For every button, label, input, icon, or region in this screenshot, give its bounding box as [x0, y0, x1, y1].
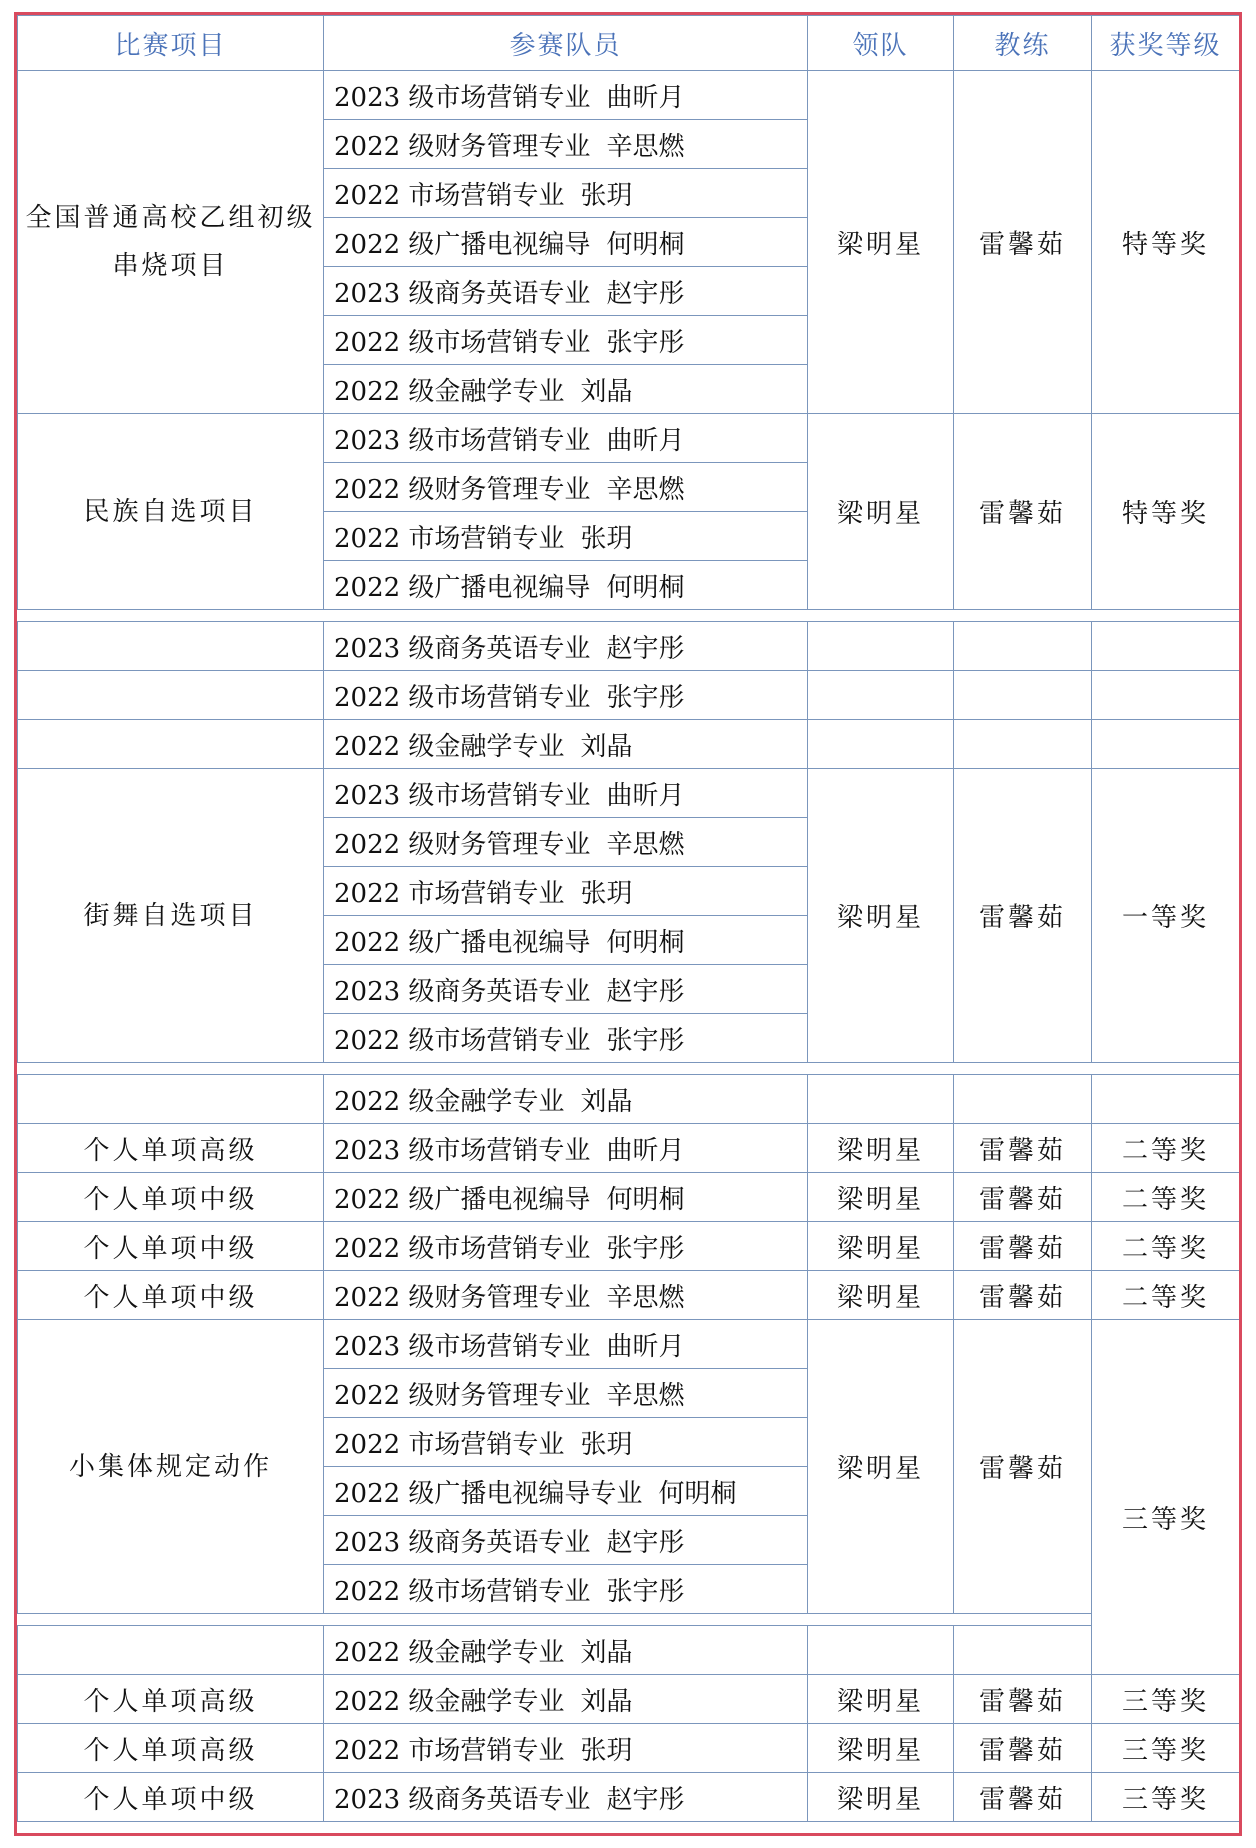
member-cell	[324, 120, 808, 169]
member-major: 2022 市场营销专业	[334, 878, 565, 909]
page-break-gap	[18, 610, 1240, 622]
member-name: 曲昕月	[606, 1331, 685, 1362]
gap-cell	[1092, 1063, 1240, 1075]
member-major: 2023 级市场营销专业	[334, 1331, 591, 1362]
member-cell	[324, 316, 808, 365]
individual-row	[18, 1271, 1240, 1320]
empty-cell	[954, 1626, 1092, 1675]
member-name: 辛思燃	[606, 474, 685, 505]
member-name: 刘晶	[580, 376, 633, 407]
gap-cell	[324, 1063, 808, 1075]
event-cell-continued	[18, 1626, 324, 1675]
member-name: 赵宇彤	[606, 278, 685, 309]
header-event: 比赛项目	[18, 16, 324, 71]
member-name: 张玥	[580, 180, 633, 211]
empty-cell	[954, 1075, 1092, 1124]
member-cell	[324, 671, 808, 720]
leader-cell: 梁明星	[808, 71, 954, 414]
group-continued-row	[18, 622, 1240, 671]
event-cell	[18, 71, 324, 414]
member-major: 2022 级金融学专业	[334, 1637, 565, 1668]
leader-cell: 梁明星	[808, 1124, 954, 1173]
coach-cell: 雷馨茹	[954, 1320, 1092, 1614]
member-major: 2022 级广播电视编导	[334, 572, 591, 603]
member-cell	[324, 1724, 808, 1773]
leader-cell: 梁明星	[808, 414, 954, 610]
group-continued-row	[18, 671, 1240, 720]
member-name: 何明桐	[658, 1478, 737, 1509]
page-break-gap	[18, 1614, 1240, 1626]
award-cell: 三等奖	[1092, 1773, 1240, 1822]
member-name: 何明桐	[606, 572, 685, 603]
empty-cell	[808, 1626, 954, 1675]
leader-cell: 梁明星	[808, 1724, 954, 1773]
member-major: 2022 市场营销专业	[334, 1735, 565, 1766]
member-major: 2022 级市场营销专业	[334, 682, 591, 713]
group-continued-row	[18, 1626, 1240, 1675]
group-row	[18, 769, 1240, 818]
gap-cell	[808, 1063, 954, 1075]
member-name: 赵宇彤	[606, 633, 685, 664]
event-cell: 个人单项中级	[18, 1773, 324, 1822]
member-major: 2023 级商务英语专业	[334, 633, 591, 664]
member-cell	[324, 916, 808, 965]
group-row	[18, 71, 1240, 120]
award-cell: 三等奖	[1092, 1675, 1240, 1724]
member-cell	[324, 1773, 808, 1822]
member-name: 辛思燃	[606, 1380, 685, 1411]
member-major: 2022 市场营销专业	[334, 180, 565, 211]
gap-cell	[808, 610, 954, 622]
award-table-body	[18, 71, 1240, 1822]
member-cell	[324, 463, 808, 512]
member-cell	[324, 1516, 808, 1565]
member-name: 张宇彤	[606, 1576, 685, 1607]
group-row	[18, 1320, 1240, 1369]
member-cell	[324, 1626, 808, 1675]
member-name: 张宇彤	[606, 1233, 685, 1264]
event-line-2: 串烧项目	[112, 251, 229, 281]
member-name: 刘晶	[580, 1086, 633, 1117]
member-cell	[324, 1075, 808, 1124]
member-name: 刘晶	[580, 731, 633, 762]
header-members: 参赛队员	[324, 16, 808, 71]
award-cell: 二等奖	[1092, 1173, 1240, 1222]
coach-cell: 雷馨茹	[954, 1675, 1092, 1724]
member-major: 2022 级市场营销专业	[334, 327, 591, 358]
member-name: 张玥	[580, 878, 633, 909]
leader-cell: 梁明星	[808, 1320, 954, 1614]
gap-cell	[954, 1063, 1092, 1075]
member-major: 2022 级广播电视编导	[334, 229, 591, 260]
member-name: 何明桐	[606, 1184, 685, 1215]
award-table	[17, 15, 1240, 1822]
empty-cell	[1092, 720, 1240, 769]
award-cell: 二等奖	[1092, 1271, 1240, 1320]
award-cell: 特等奖	[1092, 414, 1240, 610]
member-name: 辛思燃	[606, 131, 685, 162]
gap-cell	[18, 610, 324, 622]
member-name: 赵宇彤	[606, 976, 685, 1007]
member-name: 张玥	[580, 1429, 633, 1460]
member-major: 2023 级市场营销专业	[334, 82, 591, 113]
individual-row	[18, 1724, 1240, 1773]
group-continued-row	[18, 720, 1240, 769]
member-name: 张宇彤	[606, 327, 685, 358]
member-major: 2022 级金融学专业	[334, 1686, 565, 1717]
individual-row	[18, 1773, 1240, 1822]
member-cell	[324, 71, 808, 120]
empty-cell	[954, 622, 1092, 671]
member-cell	[324, 818, 808, 867]
award-table-sheet	[14, 12, 1242, 1836]
coach-cell: 雷馨茹	[954, 1724, 1092, 1773]
member-cell	[324, 561, 808, 610]
page-break-gap	[18, 1063, 1240, 1075]
leader-cell: 梁明星	[808, 1173, 954, 1222]
member-major: 2022 级市场营销专业	[334, 1576, 591, 1607]
member-cell	[324, 622, 808, 671]
gap-cell	[18, 1063, 324, 1075]
member-major: 2023 级市场营销专业	[334, 780, 591, 811]
empty-cell	[808, 1075, 954, 1124]
member-major: 2022 级金融学专业	[334, 731, 565, 762]
gap-cell	[1092, 610, 1240, 622]
coach-cell: 雷馨茹	[954, 1124, 1092, 1173]
event-cell: 个人单项中级	[18, 1222, 324, 1271]
member-major: 2023 级市场营销专业	[334, 425, 591, 456]
member-name: 赵宇彤	[606, 1527, 685, 1558]
award-cell: 二等奖	[1092, 1124, 1240, 1173]
member-major: 2022 级广播电视编导	[334, 927, 591, 958]
member-name: 张玥	[580, 1735, 633, 1766]
award-cell: 二等奖	[1092, 1222, 1240, 1271]
member-cell	[324, 720, 808, 769]
member-major: 2022 级财务管理专业	[334, 1282, 591, 1313]
member-cell	[324, 1369, 808, 1418]
member-name: 曲昕月	[606, 780, 685, 811]
member-name: 刘晶	[580, 1686, 633, 1717]
gap-cell	[324, 1614, 808, 1626]
leader-cell: 梁明星	[808, 1271, 954, 1320]
member-cell	[324, 769, 808, 818]
empty-cell	[808, 671, 954, 720]
event-cell-continued	[18, 671, 324, 720]
member-name: 曲昕月	[606, 82, 685, 113]
coach-cell: 雷馨茹	[954, 1173, 1092, 1222]
event-cell: 个人单项高级	[18, 1724, 324, 1773]
member-cell	[324, 1271, 808, 1320]
member-major: 2022 级广播电视编导	[334, 1184, 591, 1215]
member-cell	[324, 267, 808, 316]
member-cell	[324, 1320, 808, 1369]
empty-cell	[808, 622, 954, 671]
member-name: 辛思燃	[606, 829, 685, 860]
individual-row	[18, 1222, 1240, 1271]
event-cell-continued	[18, 1075, 324, 1124]
event-cell: 个人单项高级	[18, 1124, 324, 1173]
member-cell	[324, 218, 808, 267]
member-cell	[324, 1124, 808, 1173]
individual-row	[18, 1124, 1240, 1173]
award-cell: 特等奖	[1092, 71, 1240, 414]
member-cell	[324, 965, 808, 1014]
empty-cell	[1092, 671, 1240, 720]
event-cell: 街舞自选项目	[18, 769, 324, 1063]
gap-cell	[808, 1614, 954, 1626]
member-cell	[324, 1675, 808, 1724]
member-name: 赵宇彤	[606, 1784, 685, 1815]
event-cell: 小集体规定动作	[18, 1320, 324, 1614]
event-cell: 个人单项中级	[18, 1173, 324, 1222]
member-major: 2022 市场营销专业	[334, 523, 565, 554]
coach-cell: 雷馨茹	[954, 769, 1092, 1063]
gap-cell	[954, 1614, 1092, 1626]
member-name: 张玥	[580, 523, 633, 554]
award-cell: 三等奖	[1092, 1724, 1240, 1773]
member-major: 2022 级财务管理专业	[334, 131, 591, 162]
event-cell-continued	[18, 622, 324, 671]
member-major: 2022 级金融学专业	[334, 1086, 565, 1117]
group-row	[18, 414, 1240, 463]
member-cell	[324, 1418, 808, 1467]
member-major: 2022 级财务管理专业	[334, 1380, 591, 1411]
gap-cell	[324, 610, 808, 622]
empty-cell	[954, 671, 1092, 720]
header-row	[18, 16, 1240, 71]
coach-cell: 雷馨茹	[954, 1222, 1092, 1271]
award-cell: 一等奖	[1092, 769, 1240, 1063]
coach-cell: 雷馨茹	[954, 1271, 1092, 1320]
member-cell	[324, 1222, 808, 1271]
member-major: 2023 级商务英语专业	[334, 278, 591, 309]
coach-cell: 雷馨茹	[954, 414, 1092, 610]
event-cell: 个人单项中级	[18, 1271, 324, 1320]
member-name: 何明桐	[606, 229, 685, 260]
member-major: 2023 级商务英语专业	[334, 1784, 591, 1815]
gap-cell	[18, 1614, 324, 1626]
event-cell: 个人单项高级	[18, 1675, 324, 1724]
individual-row	[18, 1173, 1240, 1222]
member-major: 2023 级商务英语专业	[334, 976, 591, 1007]
member-major: 2023 级市场营销专业	[334, 1135, 591, 1166]
member-name: 张宇彤	[606, 1025, 685, 1056]
member-name: 曲昕月	[606, 1135, 685, 1166]
header-leader: 领队	[808, 16, 954, 71]
member-major: 2022 市场营销专业	[334, 1429, 565, 1460]
member-cell	[324, 414, 808, 463]
header-coach: 教练	[954, 16, 1092, 71]
member-cell	[324, 512, 808, 561]
empty-cell	[1092, 1075, 1240, 1124]
member-name: 辛思燃	[606, 1282, 685, 1313]
individual-row	[18, 1675, 1240, 1724]
leader-cell: 梁明星	[808, 1773, 954, 1822]
empty-cell	[808, 720, 954, 769]
gap-cell	[954, 610, 1092, 622]
member-cell	[324, 1173, 808, 1222]
coach-cell: 雷馨茹	[954, 1773, 1092, 1822]
member-major: 2022 级财务管理专业	[334, 474, 591, 505]
member-cell	[324, 1014, 808, 1063]
member-name: 刘晶	[580, 1637, 633, 1668]
coach-cell: 雷馨茹	[954, 71, 1092, 414]
empty-cell	[1092, 622, 1240, 671]
group-continued-row	[18, 1075, 1240, 1124]
member-name: 曲昕月	[606, 425, 685, 456]
member-cell	[324, 867, 808, 916]
member-major: 2022 级市场营销专业	[334, 1025, 591, 1056]
member-cell	[324, 365, 808, 414]
event-cell: 民族自选项目	[18, 414, 324, 610]
event-cell-continued	[18, 720, 324, 769]
member-major: 2022 级金融学专业	[334, 376, 565, 407]
leader-cell: 梁明星	[808, 1222, 954, 1271]
leader-cell: 梁明星	[808, 769, 954, 1063]
member-major: 2023 级商务英语专业	[334, 1527, 591, 1558]
member-name: 张宇彤	[606, 682, 685, 713]
member-name: 何明桐	[606, 927, 685, 958]
header-award: 获奖等级	[1092, 16, 1240, 71]
member-major: 2022 级财务管理专业	[334, 829, 591, 860]
member-major: 2022 级广播电视编导专业	[334, 1478, 643, 1509]
member-cell	[324, 1565, 808, 1614]
leader-cell: 梁明星	[808, 1675, 954, 1724]
member-cell	[324, 1467, 808, 1516]
member-cell	[324, 169, 808, 218]
event-line-1: 全国普通高校乙组初级	[25, 203, 316, 233]
member-major: 2022 级市场营销专业	[334, 1233, 591, 1264]
award-cell: 三等奖	[1092, 1320, 1240, 1675]
empty-cell	[954, 720, 1092, 769]
